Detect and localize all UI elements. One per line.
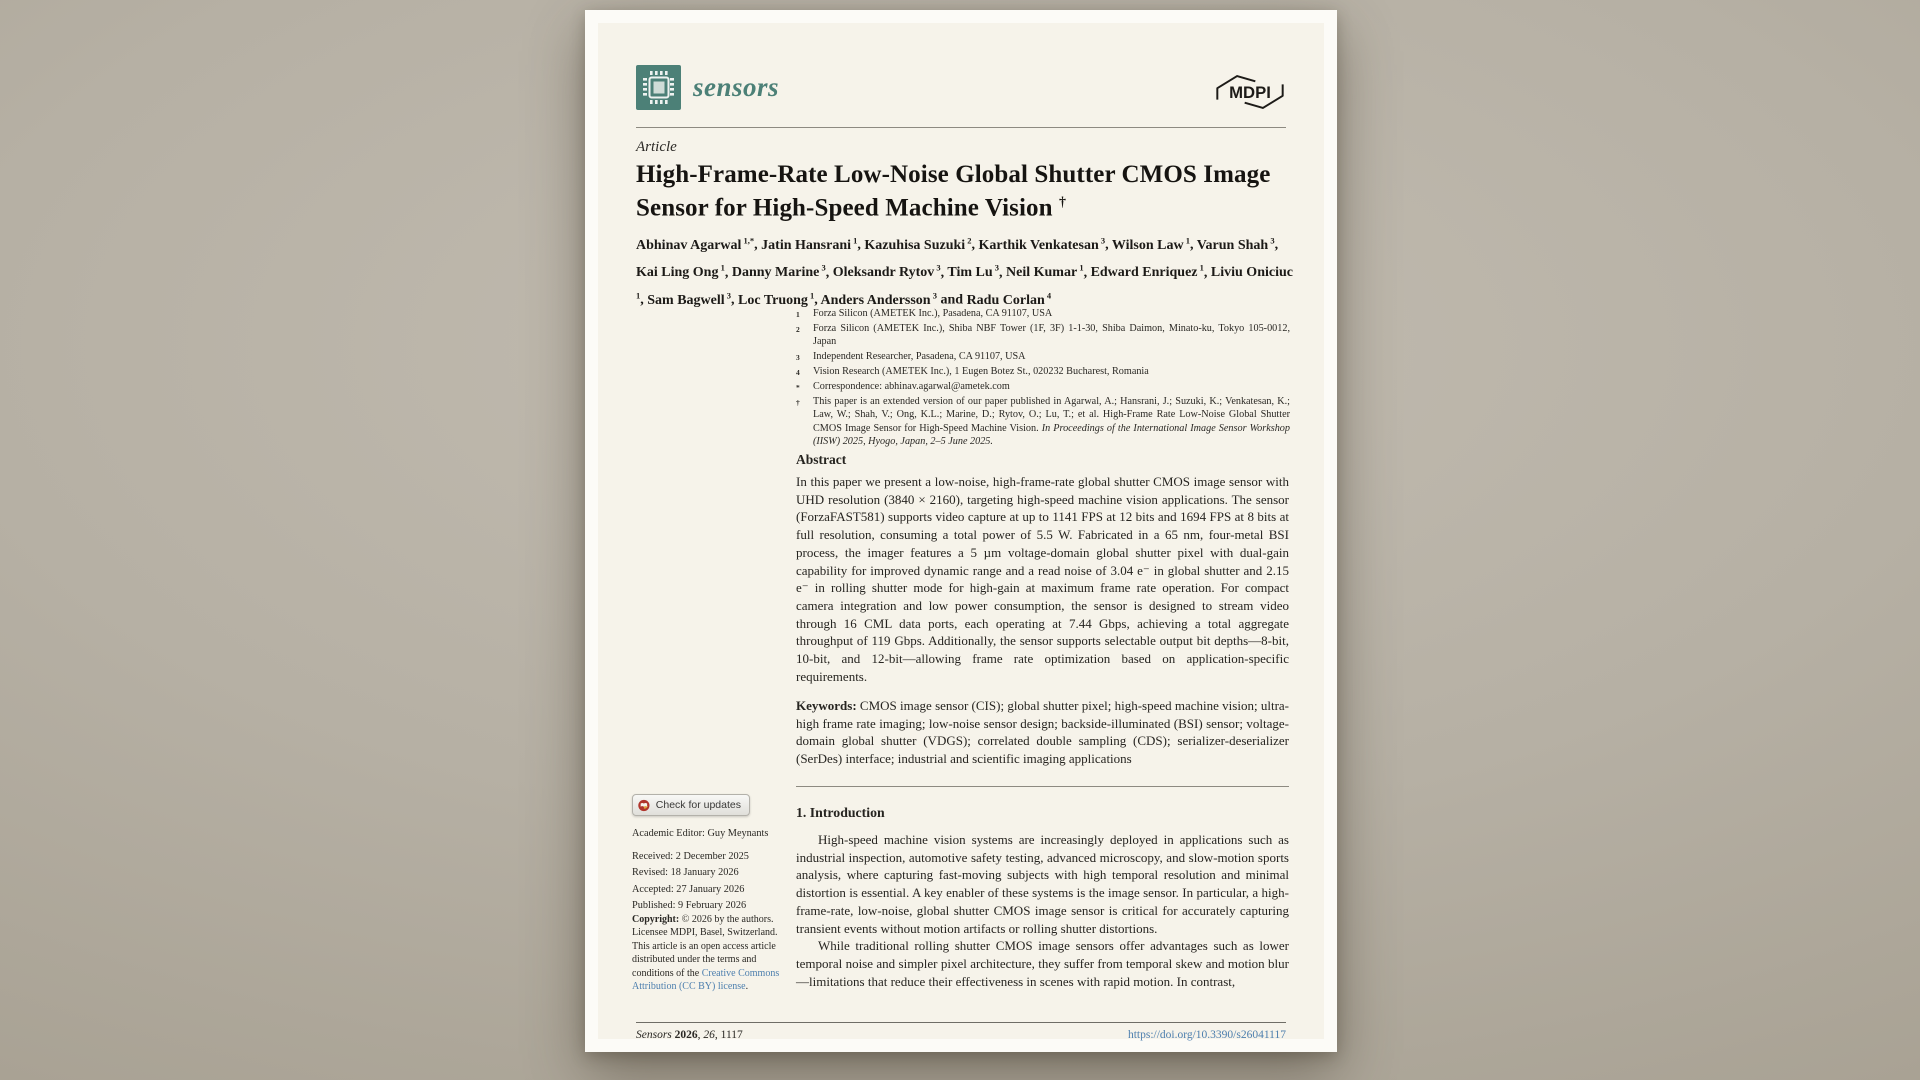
section-body bbox=[796, 831, 1289, 990]
affiliation-row: 2 Forza Silicon (AMETEK Inc.), Shiba NBF Tower (1F, 3F) 1-1-30, Shiba Daimon, Minato-ku, Tokyo 105-0012, Japan bbox=[796, 323, 1290, 348]
history-date-line: Revised: 18 January 2026 bbox=[632, 867, 739, 879]
affiliation-row: 4 Vision Research (AMETEK Inc.), 1 Eugen Botez St., 020232 Bucharest, Romania bbox=[796, 365, 1149, 377]
affiliation-row: * Correspondence: abhinav.agarwal@ametek.com bbox=[796, 381, 1010, 393]
paper-title-text: High-Frame-Rate Low-Noise Global Shutter CMOS Image Sensor for High-Speed Machine Vision bbox=[636, 161, 1271, 222]
journal-wordmark: sensors bbox=[693, 72, 780, 102]
cc-by-license-link[interactable]: Creative Commons Attribution (CC BY) license bbox=[632, 967, 780, 993]
author: Sam Bagwell $^3$ bbox=[647, 290, 732, 308]
footer-volume: 26 bbox=[703, 1029, 715, 1041]
academic-editor: Academic Editor: Guy Meynants bbox=[632, 828, 769, 839]
author: Tim Lu $^3$ bbox=[947, 262, 1000, 281]
author: Kai Ling Ong $^1$ bbox=[636, 262, 725, 281]
journal-logo bbox=[636, 65, 779, 110]
mdpi-logo-text: MDPI bbox=[1229, 83, 1271, 103]
section-heading: 1. Introduction bbox=[796, 805, 885, 820]
journal-citation bbox=[636, 1029, 743, 1041]
author: Anders Andersson $^3$ bbox=[820, 290, 937, 308]
author: Edward Enriquez $^1$ bbox=[1090, 262, 1204, 281]
footer-sep: , bbox=[714, 1029, 721, 1041]
doi-link[interactable]: https://doi.org/10.3390/s26041117 bbox=[1127, 1029, 1286, 1041]
copyright-notice bbox=[632, 913, 784, 993]
footer bbox=[636, 1029, 1286, 1041]
title-dagger-marker: † bbox=[1058, 195, 1067, 210]
author: Wilson Law $^1$ bbox=[1111, 235, 1190, 253]
footer-sep: , bbox=[697, 1029, 704, 1041]
check-for-updates-label: Check for updates bbox=[655, 799, 741, 811]
crossmark-icon bbox=[638, 798, 650, 813]
section-divider bbox=[796, 786, 1289, 787]
paper-content bbox=[598, 23, 1324, 1039]
affiliation-row: † This paper is an extended version of our paper published in Agarwal, A.; Hansrani, J.; Suzuki, K.; Venkatesan, K.; Law, W.; Shah, V.; Ong, K.L.; Marine, D.; Rytov, O.; Lu, T.; et al. High-Frame Rate Low-Noise Global Shutter CMOS Image Sensor for High-Speed Machine Vision. In Proceedings of the International Image Sensor Workshop (IISW) 2025, Hyogo, Japan, 2–5 June 2025. bbox=[796, 396, 1290, 447]
copyright-period: . bbox=[745, 981, 749, 993]
author: Liviu Oniciuc $^1$ bbox=[636, 265, 1293, 301]
author: Abhinav Agarwal $^{1,*}$ bbox=[636, 235, 755, 253]
abstract-heading: Abstract bbox=[796, 452, 847, 467]
footer-journal-name: Sensors bbox=[636, 1029, 672, 1041]
paper-title bbox=[636, 161, 1308, 222]
footer-article-number: 1117 bbox=[720, 1029, 743, 1041]
footer-divider bbox=[636, 1022, 1286, 1023]
affiliation-row: 1 Forza Silicon (AMETEK Inc.), Pasadena, CA 91107, USA bbox=[796, 308, 1053, 319]
copyright-text: © 2026 by the authors. Licensee MDPI, Basel, Switzerland. This article is an open access article distributed under the terms and conditions of the bbox=[632, 914, 778, 979]
sensors-chip-icon bbox=[636, 65, 681, 110]
affiliation-row: 3 Independent Researcher, Pasadena, CA 91107, USA bbox=[796, 350, 1026, 362]
author: Loc Truong $^1$ bbox=[738, 290, 815, 308]
author-list: Abhinav Agarwal $^{1,*}$, Jatin Hansrani $^1$, Kazuhisa Suzuki $^2$, Karthik Venkatesan $^3$, Wilson Law $^1$, Varun Shah $^3$, Kai Ling Ong $^1$, Danny Marine $^3$, Oleksandr Rytov $^3$, Tim Lu $^3$, Neil Kumar $^1$, Edward Enriquez $^1$, Liviu Oniciuc $^1$, Sam Bagwell $^3$, Loc Truong $^1$, Anders Andersson $^3$ and Radu Corlan $^4$ bbox=[636, 235, 1293, 308]
paper-page bbox=[585, 10, 1337, 1052]
paragraph: High-speed machine vision systems are increasingly deployed in applications such as industrial inspection, automotive safety testing, advanced microscopy, and slow-motion sports analysis, where capturing fast-moving subjects with high temporal resolution and minimal distortion is essential. A key enabler of these systems is the image sensor. In particular, a high-frame-rate, low-noise, global shutter CMOS image sensor is critical for accurately capturing transient events without motion artifacts or rolling shutter distortions. bbox=[796, 832, 1289, 936]
history-date-line: Accepted: 27 January 2026 bbox=[632, 883, 745, 895]
history-date-line: Published: 9 February 2026 bbox=[632, 899, 747, 911]
footer-year: 2026 bbox=[674, 1029, 698, 1041]
mdpi-logo bbox=[1212, 71, 1288, 113]
keywords-label: Keywords: bbox=[796, 698, 857, 713]
affiliation-list bbox=[796, 307, 1290, 449]
abstract-text: In this paper we present a low-noise, high-frame-rate global shutter CMOS image sensor with UHD resolution (3840 × 2160), targeting high-speed machine vision applications. The sensor (ForzaFAST581) supports video capture at up to 1141 FPS at 12 bits and 1694 FPS at 8 bits at full resolution, consuming a total power of 5.5 W. Fabricated in a 65 nm, four-metal BSI process, the imager features a 5 µm voltage-domain global shutter pixel with dual-gain capability for improved dynamic range and a read noise of 3.04 e⁻ in global shutter and 2.15 e⁻ in rolling shutter mode for high-gain at maximum frame rate operation. For compact camera integration and low power consumption, the sensor is designed to stream video through 16 CML data ports, each operating at 7.44 Gbps, achieving a total aggregate throughput of 119 Gbps. Additionally, the sensor supports selectable output bit depths—8-bit, 10-bit, and 12-bit—allowing frame rate optimization based on application-specific requirements. bbox=[796, 474, 1289, 684]
author: Danny Marine $^3$ bbox=[731, 262, 826, 281]
author: Karthik Venkatesan $^3$ bbox=[978, 235, 1106, 253]
author: Oleksandr Rytov $^3$ bbox=[832, 262, 941, 281]
check-for-updates-badge[interactable] bbox=[632, 794, 750, 816]
header-divider bbox=[636, 127, 1286, 128]
author: Kazuhisa Suzuki $^2$ bbox=[864, 235, 972, 253]
author: Radu Corlan $^4$ bbox=[966, 290, 1052, 308]
keywords-text: CMOS image sensor (CIS); global shutter pixel; high-speed machine vision; ultra-high frame rate imaging; low-noise sensor design; backside-illuminated (BSI) sensor; voltage-domain global shutter (VDGS); correlated double sampling (CDS); serializer-deserializer (SerDes) interface; industrial and scientific imaging applications bbox=[796, 698, 1289, 767]
article-type-label: Article bbox=[636, 139, 677, 155]
history-date-line: Received: 2 December 2025 bbox=[632, 851, 749, 862]
keywords-block bbox=[796, 697, 1289, 768]
author: Jatin Hansrani $^1$ bbox=[761, 235, 858, 253]
author: Neil Kumar $^1$ bbox=[1006, 262, 1084, 281]
history-dates bbox=[632, 849, 794, 914]
copyright-label: Copyright: bbox=[632, 914, 680, 925]
author: Varun Shah $^3$ bbox=[1196, 235, 1275, 253]
paragraph: While traditional rolling shutter CMOS image sensors offer advantages such as lower temporal noise and simpler pixel architecture, they suffer from temporal skew and motion blur—limitations that reduce their effectiveness in scenes with rapid motion. In contrast, bbox=[796, 938, 1289, 989]
